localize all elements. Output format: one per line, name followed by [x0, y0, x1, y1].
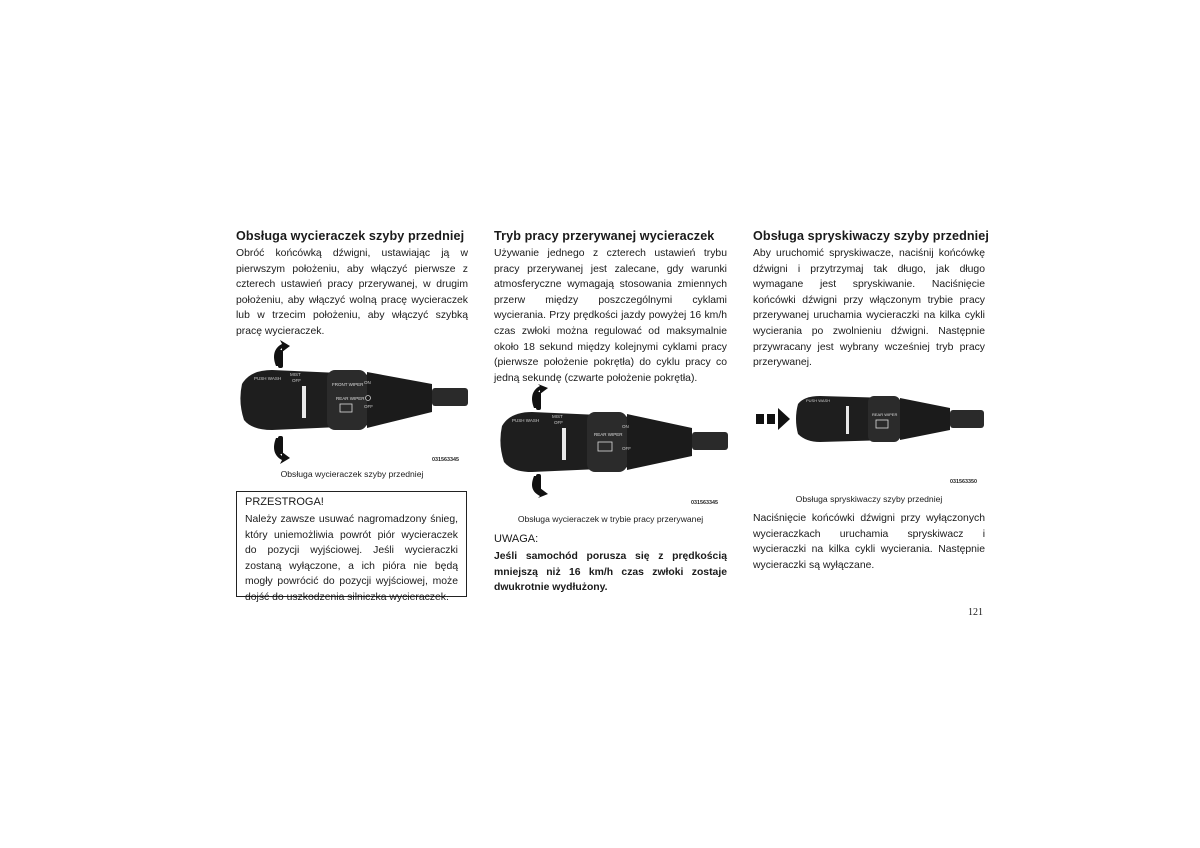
caution-body: Należy zawsze usuwać nagromadzony śnieg, który uniemożliwia powrót piór wycieraczek do pozycji wyjściowej. Jeśli wycieraczki zostaną wyłączone, a ich pióra nie będą mogły powrócić do pozycji wyjściowej, może dojść do uszkodzenia silniczka wycieraczek.	[245, 514, 458, 603]
lever-illustration-3	[754, 390, 986, 450]
caution-title: PRZESTROGA!	[245, 496, 324, 508]
rotate-down-arrow-icon	[532, 474, 548, 498]
image-code-1: 031563345	[432, 457, 459, 463]
lever-illustration-2	[494, 384, 730, 500]
lever-label-push-wash: PUSH WASH	[806, 398, 831, 403]
section-body-washers: Aby uruchomić spryskiwacze, naciśnij końcówkę dźwigni i przytrzymaj tak długo, jak długo wymagane jest spryskiwanie. Naciśnięcie końcówki dźwigni przy włączonym trybie pracy przerywanej uruchamia wycieraczki na kilka cykli wycierania po zwolnieniu dźwigni. Następnie przywracany jest wybrany wcześniej tryb pracy przerywanej.	[753, 248, 985, 369]
caption-front-wipers: Obsługa wycieraczek szyby przedniej	[280, 469, 424, 479]
rotate-up-arrow-icon	[274, 340, 290, 368]
section-body-washers-2: Naciśnięcie końcówki dźwigni przy wyłączonych wycieraczkach uruchamia spryskiwacz i wycieraczki na kilka cykli wycierania. Następnie wycieraczki są wyłączane.	[753, 513, 985, 571]
caption-intermittent: Obsługa wycieraczek w trybie pracy przerywanej	[517, 514, 704, 524]
caption-washers: Obsługa spryskiwaczy szyby przedniej	[795, 494, 943, 504]
section-body-front-wipers: Obróć końcówką dźwigni, ustawiając ją w pierwszym położeniu, aby włączyć pierwsze z czterech ustawień pracy przerywanej, w drugim położeniu, aby włączyć wolną pracę wycieraczek lub w trzecim położeniu, aby włączyć szybką pracę wycieraczek.	[236, 248, 468, 337]
section-heading-intermittent: Tryb pracy przerywanej wycieraczek	[494, 229, 715, 243]
lever-label-push-wash: PUSH WASH	[254, 376, 282, 381]
note-title: UWAGA:	[494, 533, 539, 545]
lever-label-push-wash: PUSH WASH	[512, 418, 540, 423]
lever-label-off-2: OFF	[622, 446, 631, 451]
lever-illustration-1	[232, 338, 472, 470]
caution-box	[236, 491, 467, 603]
lever-label-mist: MIST	[552, 414, 563, 419]
image-code-3: 031563350	[950, 479, 977, 485]
push-arrow-icon	[756, 408, 790, 430]
section-body-intermittent: Używanie jednego z czterech ustawień trybu pracy przerywanej jest zalecane, gdy warunki atmosferyczne wymagają stosowania zmiennych przerw między poszczególnymi cyklami wycierania. Przy prędkości jazdy powyżej 16 km/h czas zwłoki można regulować od maksymalnie około 18 sekund między kolejnymi cyklami pracy (pierwsze położenie pokrętła) do cyklu pracy co jedną sekundę (czwarte położenie pokrętła).	[494, 248, 727, 384]
rotate-up-arrow-icon	[532, 384, 548, 410]
page-number: 121	[968, 607, 983, 618]
lever-label-on: ON	[364, 380, 371, 385]
section-heading-washers: Obsługa spryskiwaczy szyby przedniej	[753, 229, 989, 243]
lever-label-rear-wiper: REAR WIPER	[594, 432, 623, 437]
lever-label-front-wiper: FRONT WIPER	[332, 382, 364, 387]
note-body: Jeśli samochód porusza się z prędkością mniejszą niż 16 km/h czas zwłoki zostaje dwukrotnie wydłużony.	[494, 551, 727, 594]
lever-label-off-2: OFF	[364, 404, 373, 409]
lever-label-mist: MIST	[290, 372, 301, 377]
section-heading-front-wipers: Obsługa wycieraczek szyby przedniej	[236, 229, 465, 243]
column-3-lower	[753, 511, 985, 573]
note-block	[494, 527, 727, 596]
column-1	[236, 229, 468, 340]
lever-label-rear-wiper: REAR WIPER	[872, 412, 898, 417]
column-2	[494, 229, 727, 386]
column-3	[753, 229, 989, 371]
lever-label-on: ON	[622, 424, 629, 429]
lever-label-off: OFF	[554, 420, 563, 425]
lever-label-off: OFF	[292, 378, 301, 383]
rotate-down-arrow-icon	[274, 436, 290, 464]
image-code-2: 031563345	[691, 500, 718, 506]
lever-label-rear-wiper: REAR WIPER	[336, 396, 365, 401]
